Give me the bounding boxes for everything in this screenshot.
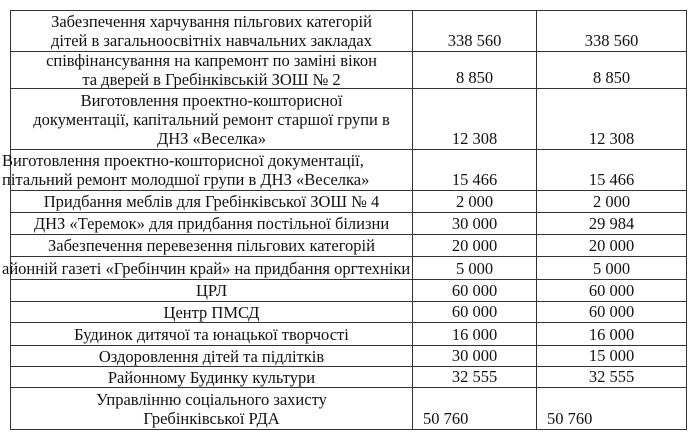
- item-name-line: ЦРЛ: [195, 281, 228, 300]
- item-name-line: айонній газеті «Гребінчин край» на придбання оргтехніки: [2, 258, 411, 278]
- actual-amount-cell: 2 000: [537, 191, 687, 212]
- item-name-line: Оздоровлення дітей та підлітків: [98, 346, 325, 366]
- item-name-cell: [10, 367, 413, 387]
- table-row: [10, 280, 687, 302]
- plan-amount-cell: 15 466: [413, 150, 537, 190]
- table-row: [2, 150, 687, 191]
- item-name-line: ДНЗ «Веселка»: [157, 128, 266, 148]
- plan-amount-cell: 50 760: [413, 388, 537, 429]
- item-name-cell: [10, 346, 413, 366]
- table-row: [10, 346, 687, 367]
- table-row: [10, 302, 687, 323]
- item-name-line: документації, капітальний ремонт старшої групи в: [33, 109, 390, 129]
- plan-amount-cell: 2 000: [413, 191, 537, 212]
- actual-amount-cell: 12 308: [537, 89, 687, 149]
- item-name-cell: [10, 302, 413, 322]
- item-name-cell: [2, 257, 413, 279]
- table-row: [10, 388, 687, 430]
- item-name-line: Забезпечення харчування пільгових категорій: [51, 12, 372, 31]
- plan-amount-cell: 60 000: [413, 280, 537, 301]
- actual-amount-cell: 60 000: [537, 280, 687, 301]
- table-row: [2, 257, 687, 280]
- actual-amount-cell: 60 000: [537, 302, 687, 322]
- plan-amount-cell: 16 000: [413, 323, 537, 345]
- actual-amount-cell: 29 984: [537, 213, 687, 234]
- plan-amount-cell: 8 850: [413, 52, 537, 88]
- item-name-cell: [10, 213, 413, 234]
- table-row: [10, 89, 687, 150]
- item-name-cell: [2, 150, 413, 190]
- actual-amount-cell: 5 000: [537, 257, 687, 279]
- item-name-line: Забезпечення перевезення пільгових категорій: [48, 236, 375, 255]
- item-name-line: пітальний ремонт молодшої групи в ДНЗ «Веселка»: [2, 170, 370, 189]
- table-row: [10, 213, 687, 235]
- budget-table: [2, 10, 687, 430]
- actual-amount-cell: 15 466: [537, 150, 687, 190]
- actual-amount-cell: 20 000: [537, 235, 687, 256]
- actual-amount-cell: 8 850: [537, 52, 687, 88]
- item-name-line: Виготовлення проектно-кошторисної документації,: [2, 151, 364, 170]
- actual-amount-cell: 15 000: [537, 346, 687, 366]
- item-name-cell: [10, 11, 413, 51]
- table-row: [10, 235, 687, 257]
- item-name-cell: [10, 191, 413, 212]
- item-name-line: співфінансування на капремонт по заміні вікон: [46, 51, 377, 70]
- item-name-cell: [10, 235, 413, 256]
- plan-amount-cell: 5 000: [413, 257, 537, 279]
- item-name-cell: [10, 388, 413, 429]
- table-row: [10, 10, 687, 52]
- actual-amount-cell: 32 555: [537, 367, 687, 387]
- table-row: [10, 52, 687, 89]
- item-name-line: Будинок дитячої та юнацької творчості: [74, 324, 349, 344]
- plan-amount-cell: 30 000: [413, 213, 537, 234]
- actual-amount-cell: 16 000: [537, 323, 687, 345]
- item-name-line: Районному Будинку культури: [107, 367, 316, 387]
- item-name-line: Центр ПМСД: [163, 302, 260, 322]
- item-name-line: та дверей в Гребінківській ЗОШ № 2: [82, 70, 341, 89]
- plan-amount-cell: 12 308: [413, 89, 537, 149]
- item-name-line: дітей в загальноосвітніх навчальних закладах: [51, 31, 372, 50]
- item-name-cell: [10, 323, 413, 345]
- table-row: [10, 191, 687, 213]
- item-name-line: Гребінківської РДА: [143, 408, 280, 428]
- item-name-line: Придбання меблів для Гребінківської ЗОШ № 4: [43, 192, 380, 211]
- plan-amount-cell: 338 560: [413, 11, 537, 51]
- actual-amount-cell: 50 760: [537, 388, 687, 429]
- table-row: [10, 367, 687, 388]
- plan-amount-cell: 30 000: [413, 346, 537, 366]
- actual-amount-cell: 338 560: [537, 11, 687, 51]
- item-name-line: Управлінню соціального захисту: [96, 389, 327, 409]
- table-row: [10, 323, 687, 346]
- item-name-line: Виготовлення проектно-кошторисної: [80, 90, 343, 110]
- item-name-cell: [10, 280, 413, 301]
- item-name-line: ДНЗ «Теремок» для придбання постільної білизни: [33, 214, 390, 233]
- plan-amount-cell: 20 000: [413, 235, 537, 256]
- plan-amount-cell: 60 000: [413, 302, 537, 322]
- item-name-cell: [10, 52, 413, 88]
- item-name-cell: [10, 89, 413, 149]
- plan-amount-cell: 32 555: [413, 367, 537, 387]
